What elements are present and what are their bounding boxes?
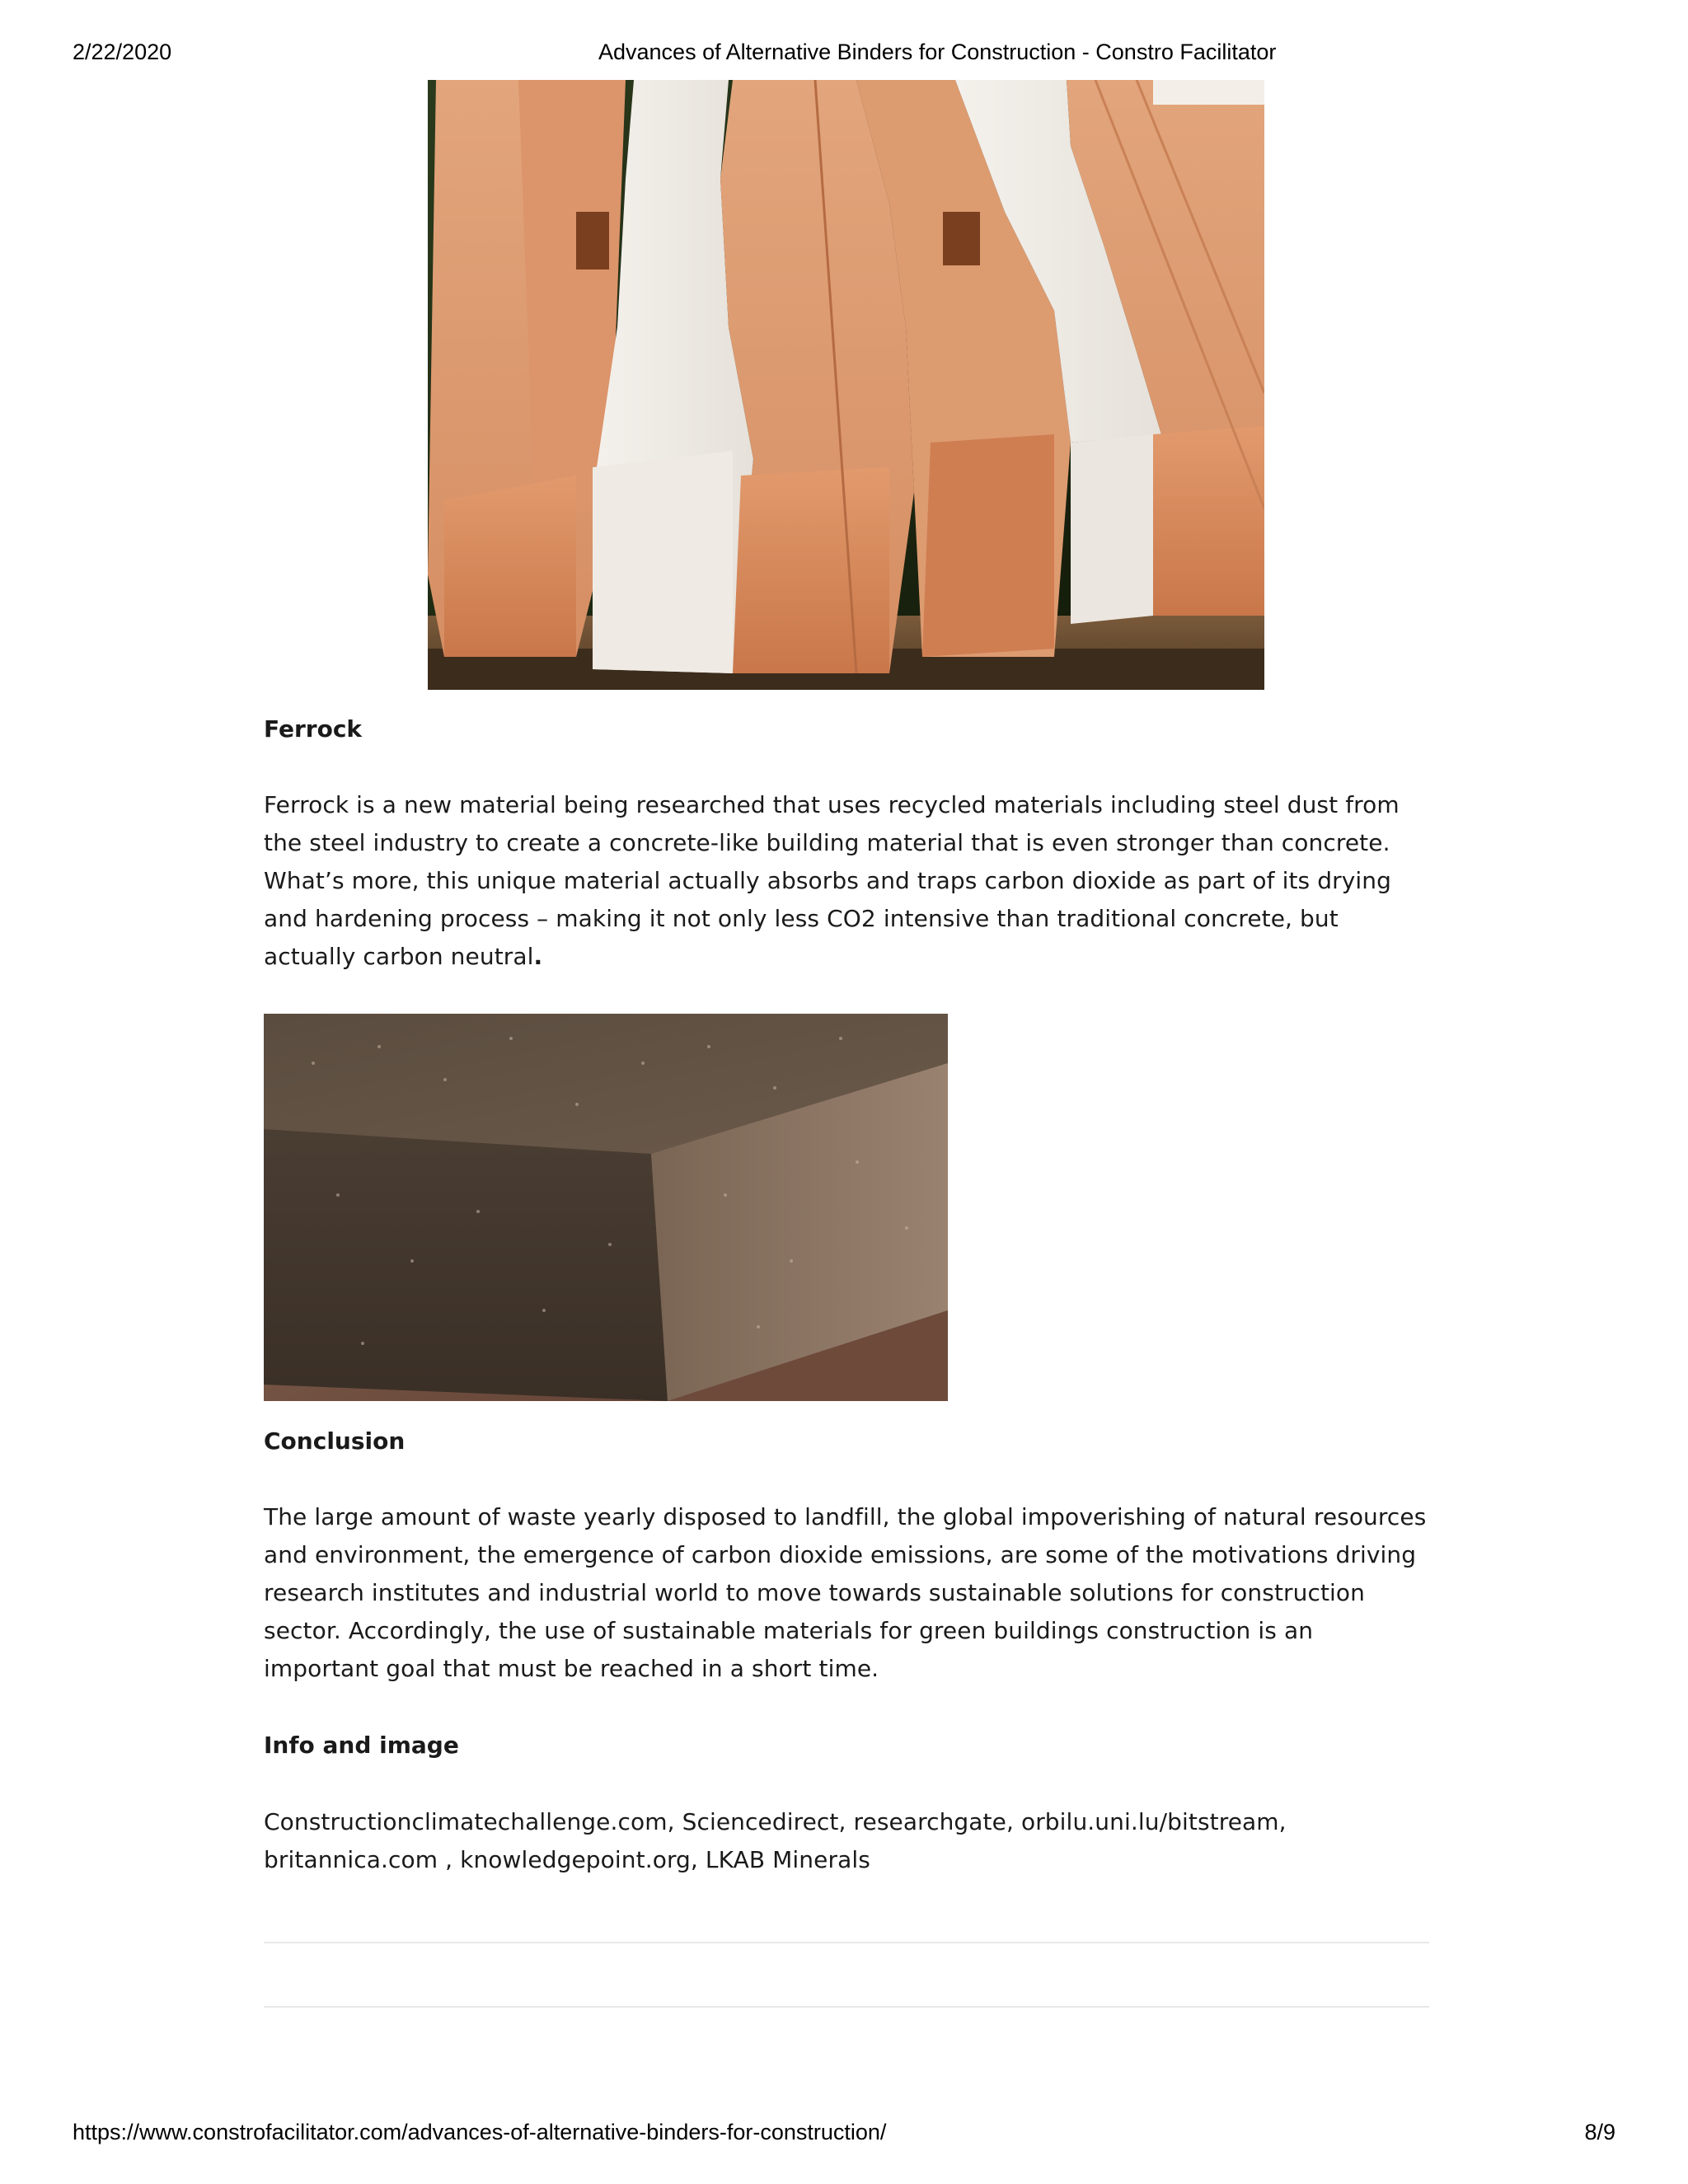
insulated-brick-photo xyxy=(428,80,1264,690)
print-page-number: 8/9 xyxy=(1584,2120,1615,2144)
section-text-conclusion: The large amount of waste yearly disposed to landfill, the global impoverishing of natural resources and environment, the emergence of carbon dioxide emissions, are some of the motivations driving research institutes and industrial world to move towards sustainable solutions for construction sector. Accordingly, the use of sustainable materials for green buildings construction is an important goal that must be reached in a short time. xyxy=(264,1503,1427,1682)
section-heading-conclusion: Conclusion xyxy=(264,1427,406,1455)
print-date: 2/22/2020 xyxy=(73,40,172,64)
section-heading-ferrock: Ferrock xyxy=(264,715,363,743)
divider-top xyxy=(264,1942,1429,1943)
print-url: https://www.constrofacilitator.com/advances-of-alternative-binders-for-construction/ xyxy=(73,2120,887,2144)
section-text-ferrock-body: Ferrock is a new material being researched that uses recycled materials including steel dust from the steel industry to create a concrete-like building material that is even stronger than concrete. What’s more, this unique material actually absorbs and traps carbon dioxide as part of its drying and hardening process – making it not only less CO2 intensive than traditional concrete, but actually carbon neutral xyxy=(264,791,1400,970)
divider-bottom xyxy=(264,2006,1429,2008)
section-heading-info: Info and image xyxy=(264,1732,459,1759)
print-footer xyxy=(0,2120,1688,2149)
section-text-ferrock xyxy=(264,786,1434,976)
section-text-info: Constructionclimatechallenge.com, Sciencedirect, researchgate, orbilu.uni.lu/bitstream, britannica.com , knowledgepoint.org, LKAB Minerals xyxy=(264,1808,1287,1873)
section-text-ferrock-end: . xyxy=(533,943,543,970)
print-header xyxy=(0,40,1688,69)
print-page-title: Advances of Alternative Binders for Construction - Constro Facilitator xyxy=(598,40,1277,64)
ferrock-block-photo xyxy=(264,1014,948,1401)
